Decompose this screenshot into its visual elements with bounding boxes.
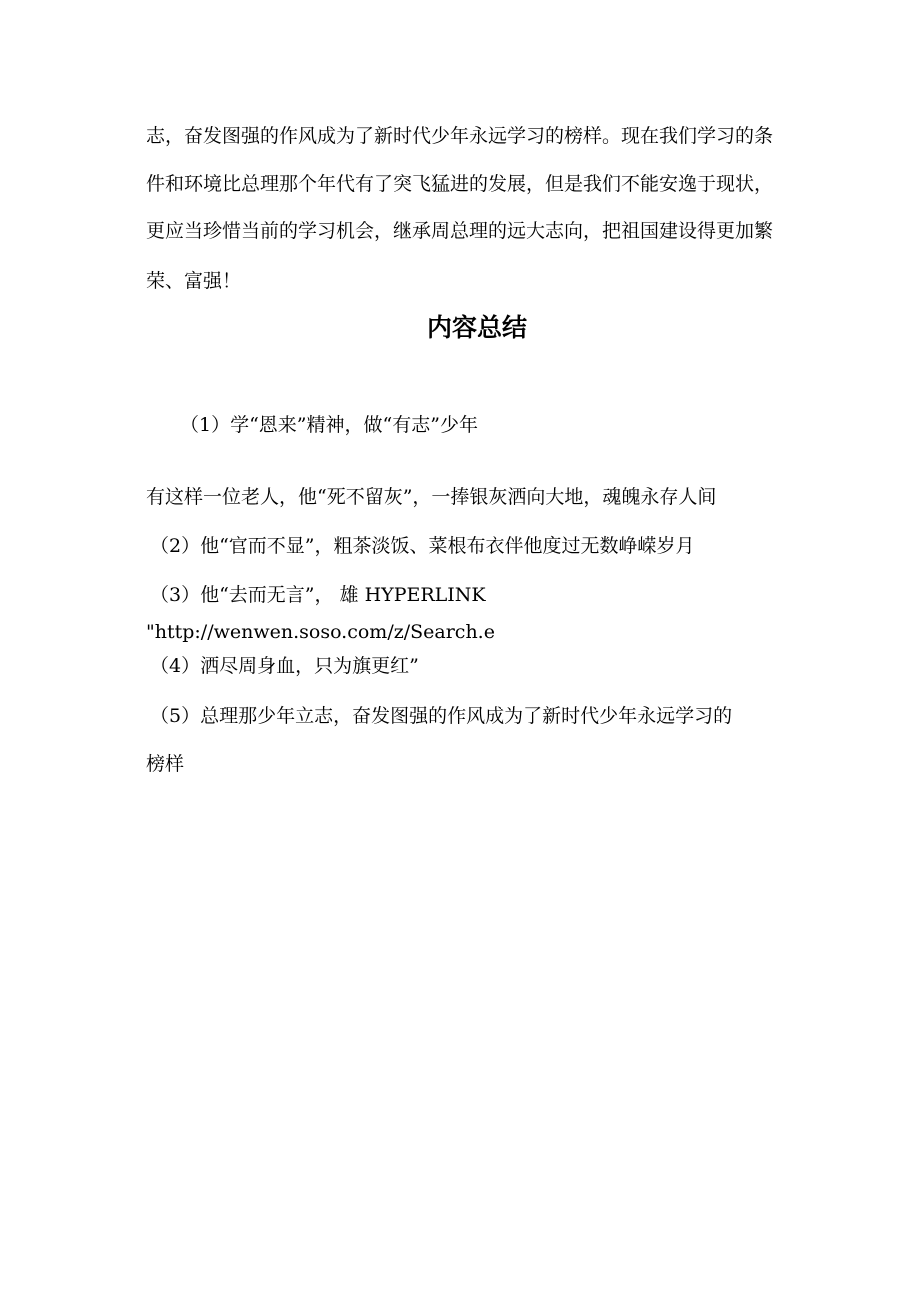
summary-item-1: （1）学“恩来”精神，做“有志”少年	[180, 414, 478, 436]
summary-item-5-line-1: （5）总理那少年立志，奋发图强的作风成为了新时代少年永远学习的	[150, 705, 733, 727]
summary-item-3: （3）他“去而无言”， 雄 HYPERLINK	[150, 584, 486, 606]
summary-title: 内容总结	[426, 313, 527, 342]
intro-line-1: 志，奋发图强的作风成为了新时代少年永远学习的榜样。现在我们学习的条	[146, 125, 774, 147]
summary-item-5-line-2: 榜样	[146, 753, 185, 775]
summary-item-1-detail: 有这样一位老人，他“死不留灰”，一捧银灰洒向大地，魂魄永存人间	[146, 486, 717, 508]
intro-line-2: 件和环境比总理那个年代有了突飞猛进的发展，但是我们不能安逸于现状，	[146, 173, 774, 195]
summary-item-3-link[interactable]: "http://wenwen.soso.com/z/Search.e	[146, 621, 495, 643]
intro-line-4: 荣、富强！	[146, 270, 242, 292]
summary-item-2: （2）他“官而不显”，粗茶淡饭、菜根布衣伴他度过无数峥嵘岁月	[150, 535, 695, 557]
summary-item-4: （4）洒尽周身血，只为旗更红”	[150, 655, 419, 677]
intro-line-3: 更应当珍惜当前的学习机会，继承周总理的远大志向，把祖国建设得更加繁	[146, 220, 774, 242]
